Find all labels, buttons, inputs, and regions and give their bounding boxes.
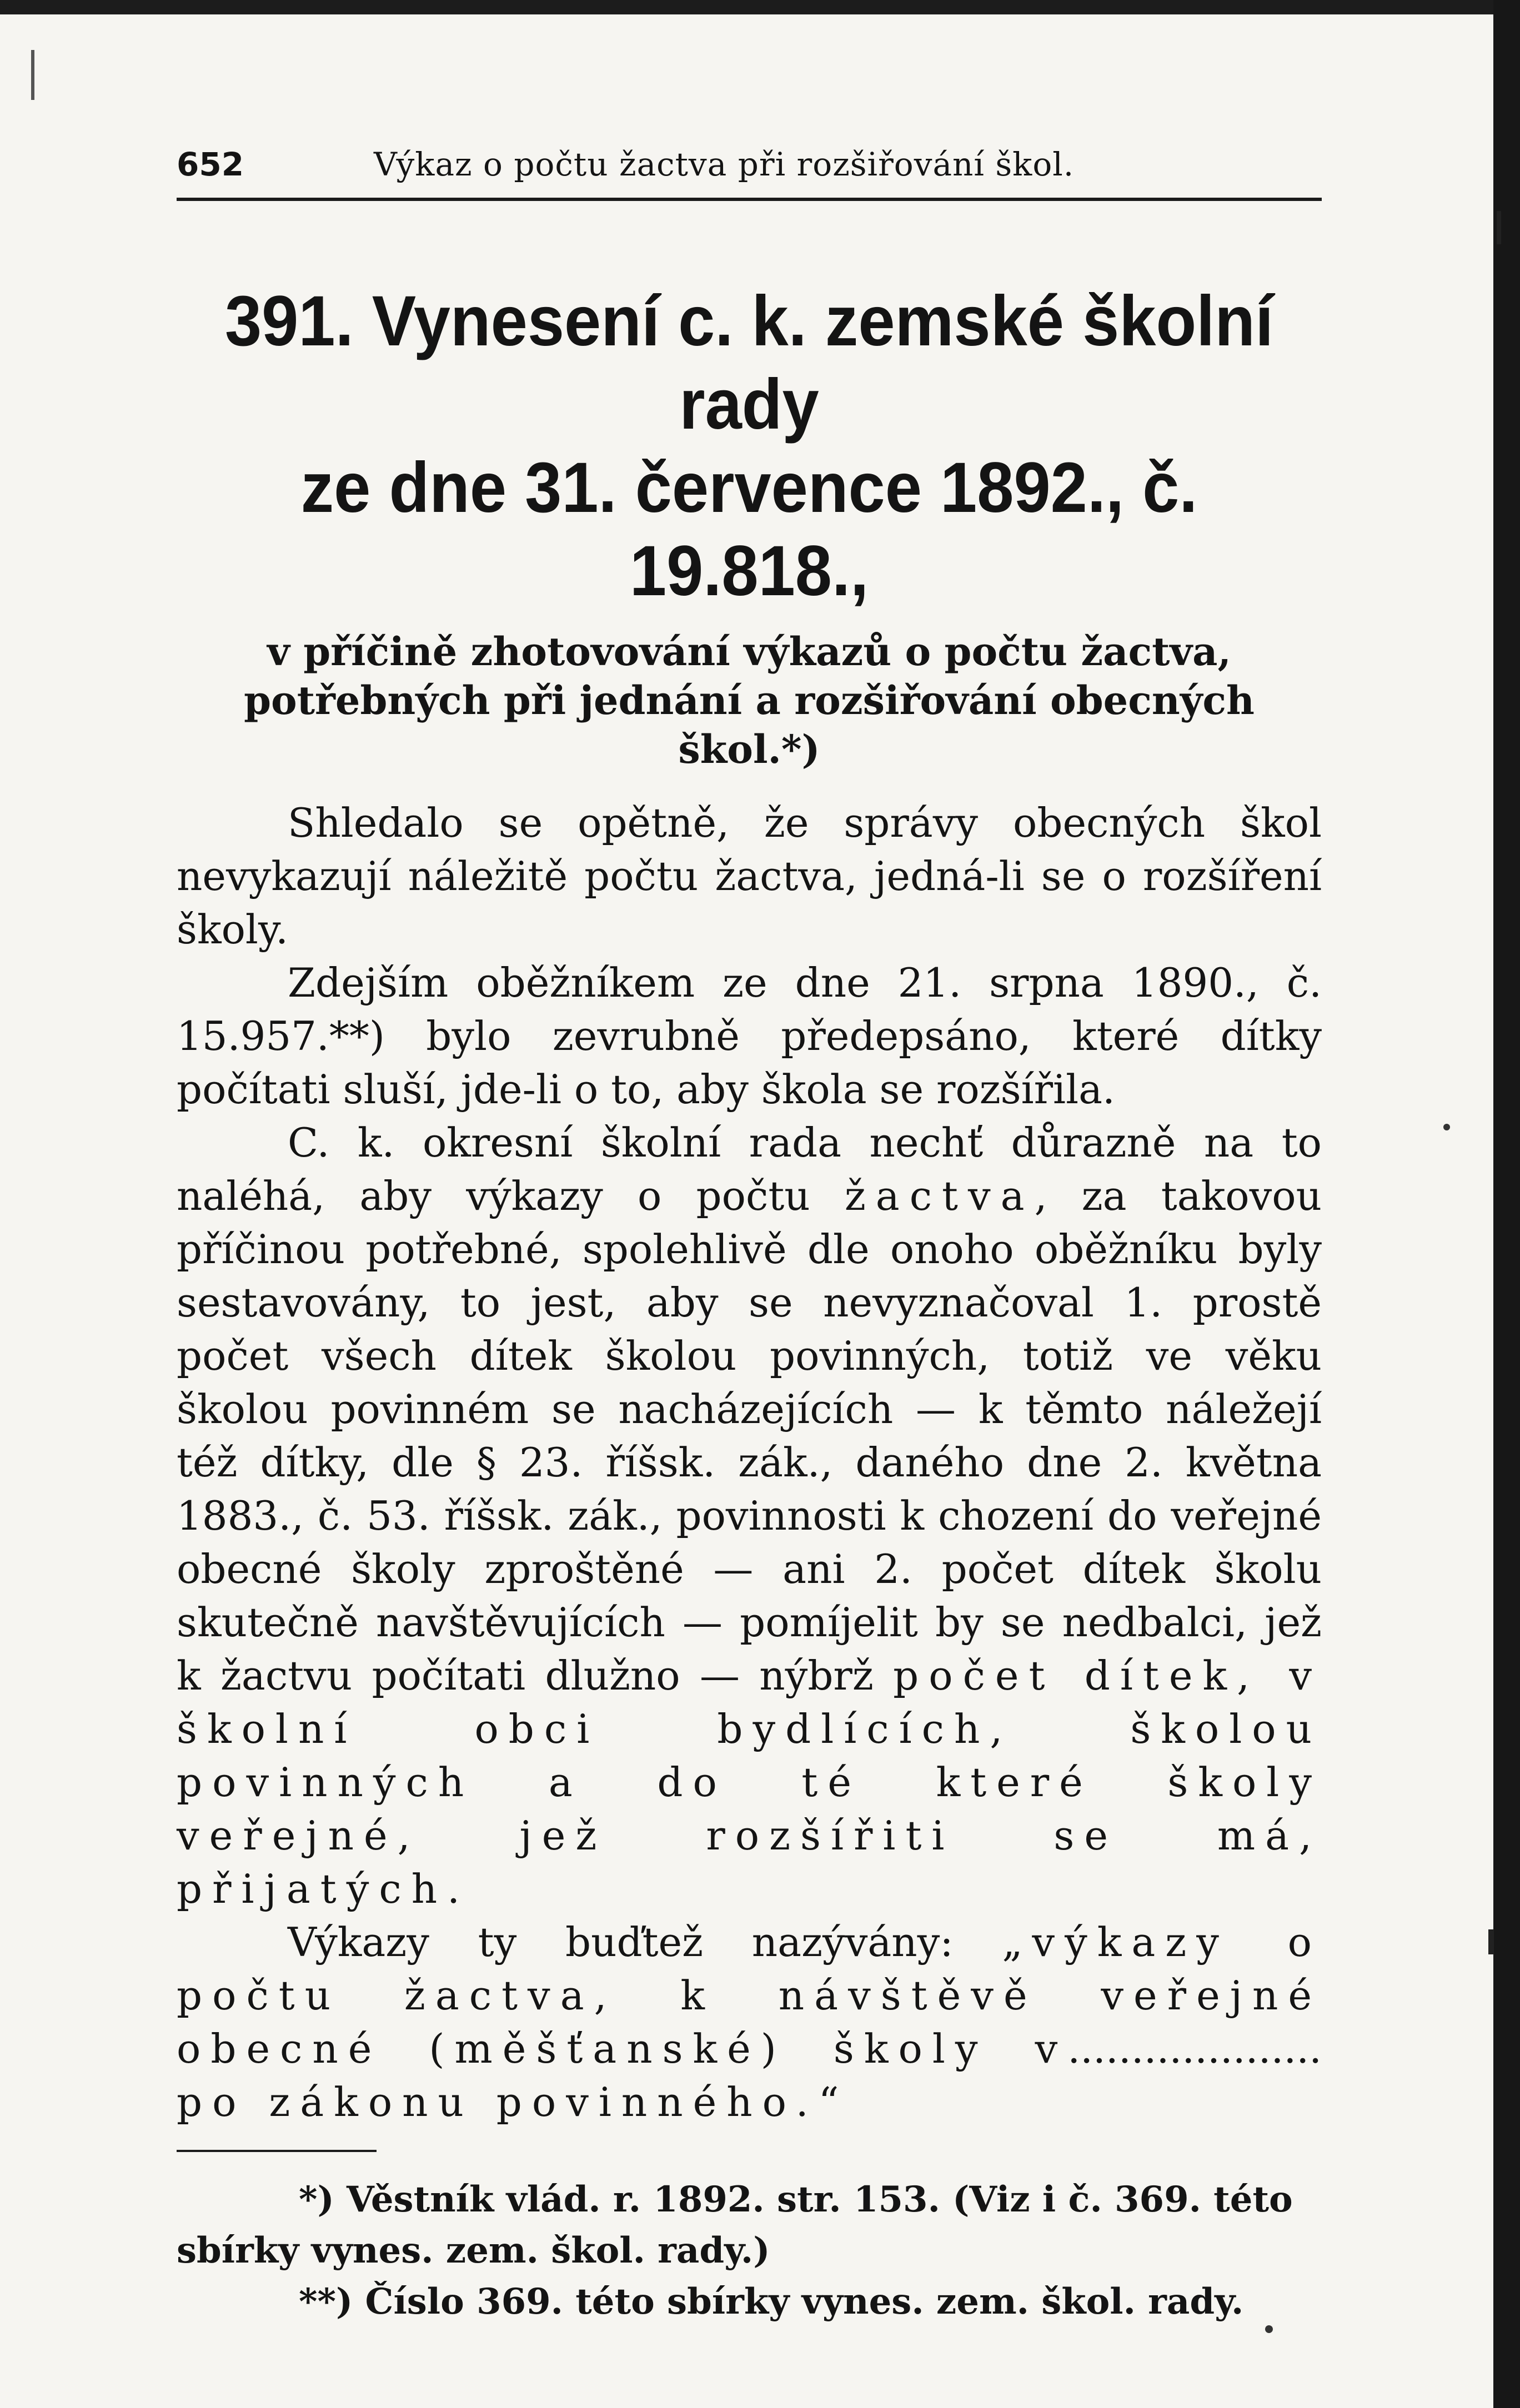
paragraph-3-part-b: , za takovou příčinou potřebné, spolehlivě dle onoho oběžníku byly sestavovány, to jest, aby se nevyznačoval 1. prostě počet všech dítek školou povinných, totiž ve věku školou povinném se nacházejících — k těmto náležejí též dítky, dle § 23. říšsk. zák., daného dne 2. května 1883., č. 53. říšsk. zák., povinnosti k chození do veřejné obecné školy zproštěné — ani 2. počet dítek školu skutečně navštěvujících — pomíjelit by se nedbalci, jež k žactvu počítati dlužno — nýbrž	[177, 1173, 1322, 1699]
scan-speck	[31, 50, 34, 100]
footnote-1: *) Věstník vlád. r. 1892. str. 153. (Viz i č. 369. této sbírky vynes. zem. škol. rady.)	[177, 2179, 1293, 2271]
paragraph-3	[177, 1116, 1322, 1916]
page-number: 652	[177, 145, 244, 183]
paragraph-2: Zdejším oběžníkem ze dne 21. srpna 1890., č. 15.957.**) bylo zevrubně předepsáno, které dítky počítati sluší, jde-li o to, aby škola se rozšířila.	[177, 959, 1322, 1113]
paragraph-4	[177, 1916, 1322, 2129]
footnotes	[177, 2174, 1322, 2327]
header-rule	[177, 198, 1322, 201]
footnote-rule	[177, 2150, 377, 2152]
scan-speck	[1443, 1124, 1450, 1130]
section-subheading: v příčině zhotovování výkazů o počtu žactva, potřebných při jednání a rozšiřování obecných škol.*)	[244, 629, 1255, 772]
paragraph-3-part-a: C. k. okresní školní rada nechť důrazně na to naléhá, aby výkazy o počtu	[177, 1119, 1322, 1219]
emphasis-pocet-ditek: počet dítek, v školní obci bydlících, školou povinných a do té které školy veřejné, jež rozšířiti se má, přijatých.	[177, 1652, 1322, 1912]
footnote-2: **) Číslo 369. této sbírky vynes. zem. škol. rady.	[299, 2281, 1244, 2322]
document-page	[177, 139, 1322, 2327]
paragraph-1: Shledalo se opětně, že správy obecných škol nevykazují náležitě počtu žactva, jedná-li se o rozšíření školy.	[177, 800, 1322, 953]
body-text	[177, 796, 1322, 2129]
emphasis-povinneho: po zákonu povinného.“	[177, 2079, 849, 2125]
emphasis-zactva: žactva	[844, 1173, 1035, 1219]
scan-edge-top	[0, 0, 1520, 14]
scan-edge-right	[1493, 0, 1520, 2408]
running-head	[177, 139, 1322, 190]
paragraph-4-part-a: Výkazy ty buďtež nazývány:	[288, 1919, 954, 1965]
section-heading	[217, 280, 1282, 613]
running-title: Výkaz o počtu žactva při rozšiřování škol.	[374, 145, 1075, 183]
dotted-leader: ....................	[1067, 2025, 1322, 2072]
heading-line-2: ze dne 31. července 1892., č. 19.818.,	[300, 448, 1198, 611]
heading-line-1: 391. Vynesení c. k. zemské školní rady	[224, 281, 1274, 444]
emphasis-vykazy-title: „výkazy o počtu žactva, k návštěvě veřejné obecné (měšťanské) školy v	[177, 1919, 1322, 2072]
